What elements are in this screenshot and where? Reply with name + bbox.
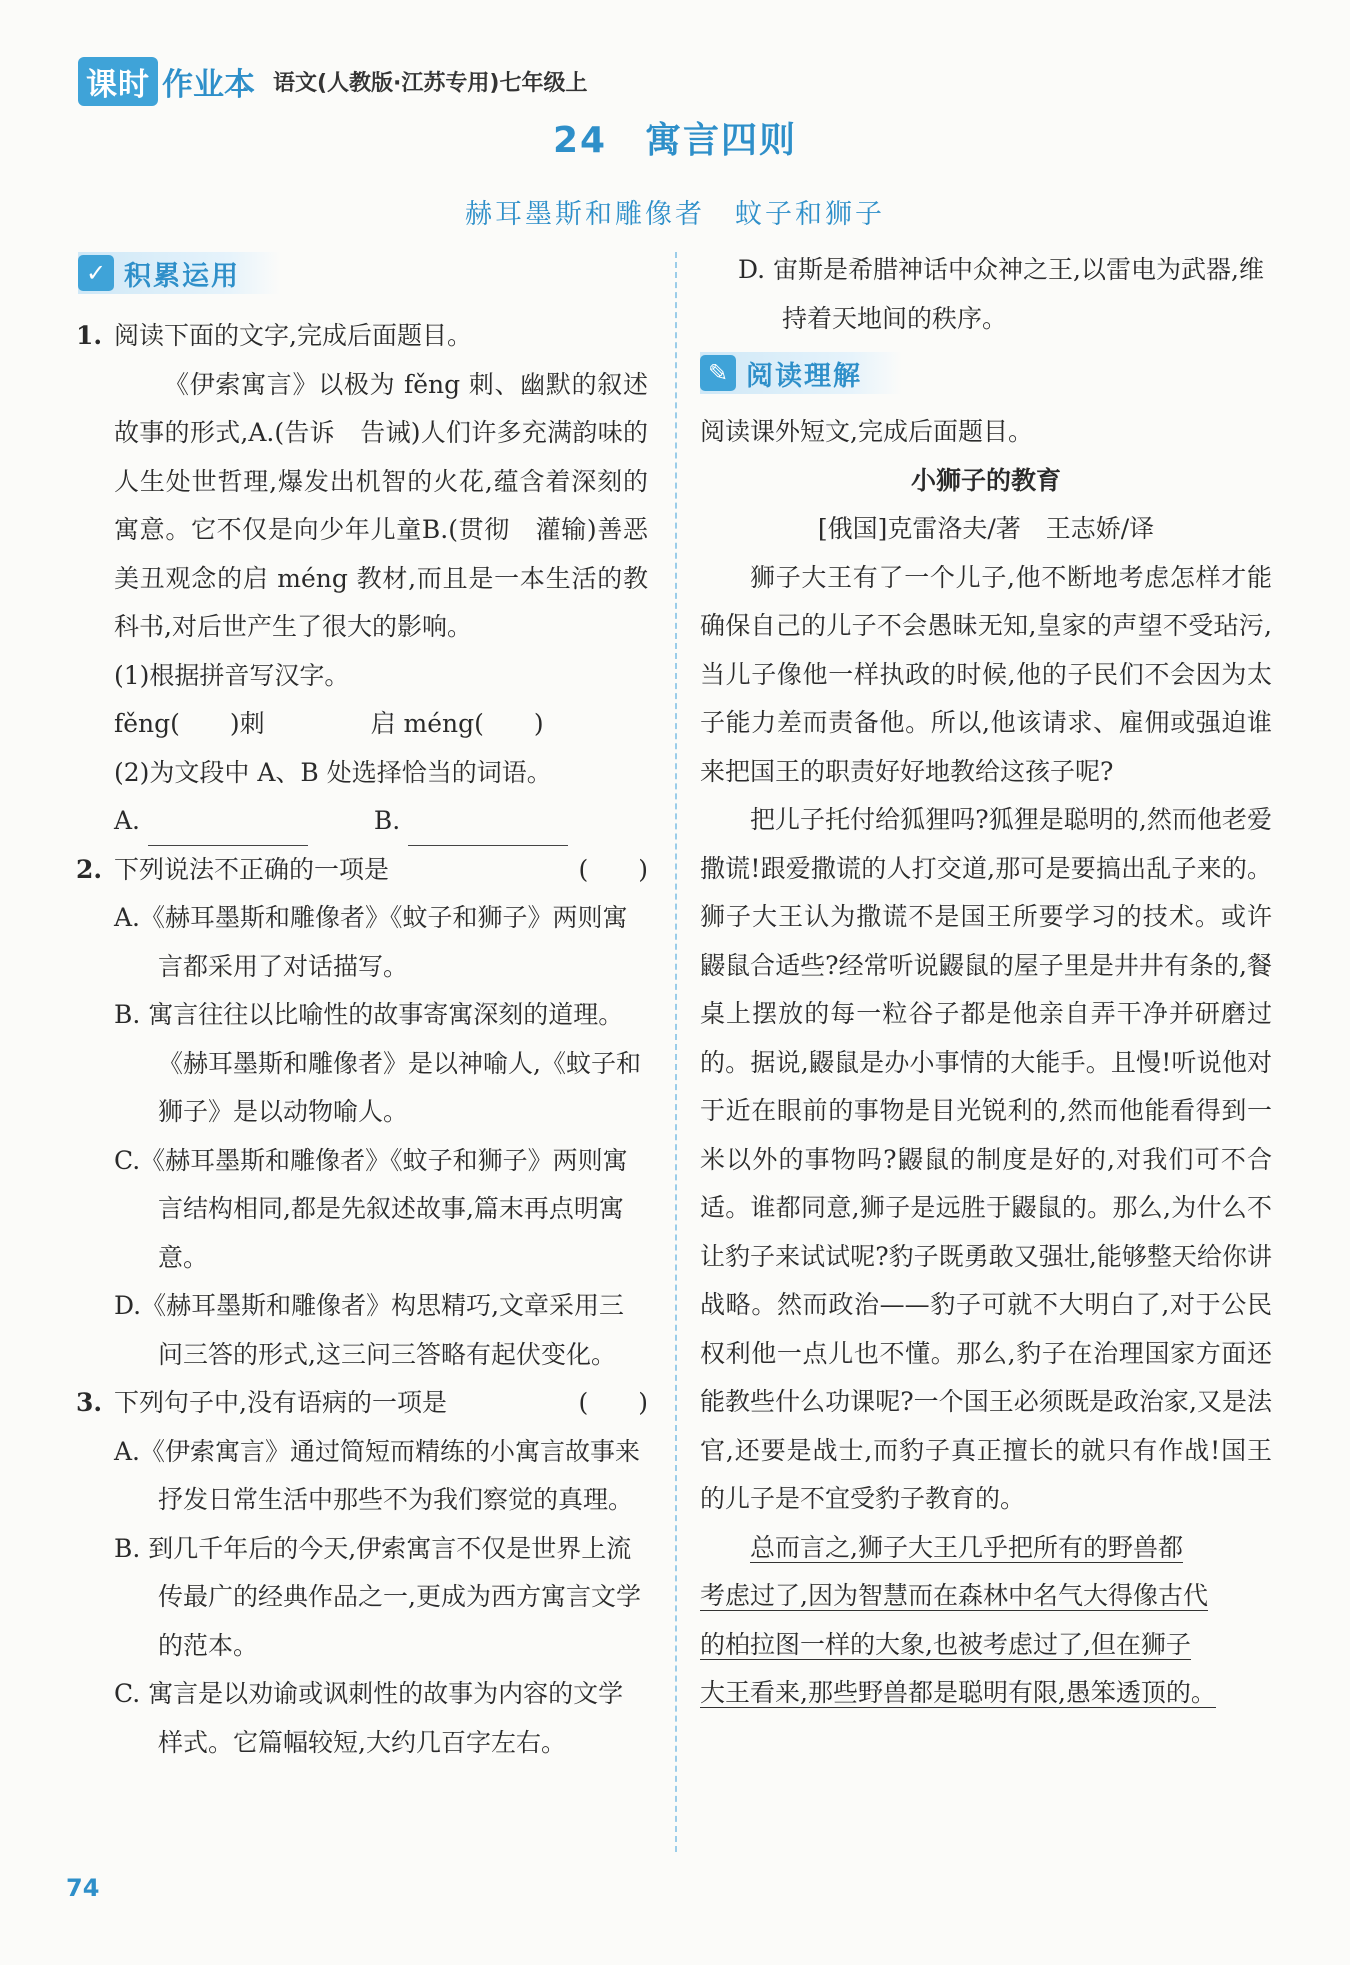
section-label: 阅读理解 <box>746 360 862 392</box>
q3-option-a: A.《伊索寓言》通过简短而精练的小寓言故事来抒发日常生活中那些不为我们察觉的真理。 <box>114 1436 641 1514</box>
brand-logo: 课时 <box>78 57 158 106</box>
q2-option-c: C.《赫耳墨斯和雕像者》《蚊子和狮子》两则寓言结构相同,都是先叙述故事,篇末再点明寓意。 <box>114 1145 628 1272</box>
section-label: 积累运用 <box>124 260 240 292</box>
answer-paren-q2[interactable]: ( ) <box>578 854 648 884</box>
answer-blank-a[interactable] <box>148 815 308 846</box>
q1-sub1-answers <box>76 700 648 749</box>
section-accumulate <box>78 252 280 294</box>
story-title: 小狮子的教育 <box>910 465 1061 495</box>
left-column <box>76 312 648 1767</box>
q1-stem: 1. 阅读下面的文字,完成后面题目。 <box>76 321 472 350</box>
q3-option-c: C. 寓言是以劝谕或讽刺性的故事为内容的文学样式。它篇幅较短,大约几百字左右。 <box>114 1679 624 1757</box>
q2-option-a: A.《赫耳墨斯和雕像者》《蚊子和狮子》两则寓言都采用了对话描写。 <box>114 903 628 981</box>
q1-sub1: (1)根据拼音写汉字。 <box>114 660 350 690</box>
q1-sub2: (2)为文段中 A、B 处选择恰当的词语。 <box>114 757 552 787</box>
q3-option-d: D. 宙斯是希腊神话中众神之王,以雷电为武器,维持着天地间的秩序。 <box>738 255 1264 333</box>
story-paragraph-2: 把儿子托付给狐狸吗?狐狸是聪明的,然而他老爱撒谎!跟爱撒谎的人打交道,那可是要搞出乱子来的。狮子大王认为撒谎不是国王所要学习的技术。或许鼹鼠合适些?经常听说鼹鼠的屋子里是井井有条的,餐桌上摆放的每一粒谷子都是他亲自弄干净并研磨过的。据说,鼹鼠是办小事情的大能手。且慢!听说他对于近在眼前的事物是目光锐利的,然而他能看得到一米以外的事物吗?鼹鼠的制度是好的,对我们可不合适。谁都同意,狮子是远胜于鼹鼠的。那么,为什么不让豹子来试试呢?豹子既勇敢又强壮,能够整天给你讲战略。然而政治——豹子可就不大明白了,对于公民权利他一点儿也不懂。那么,豹子在治理国家方面还能教些什么功课呢?一个国王必须既是政治家,又是法官,还要是战士,而豹子真正擅长的就只有作战!国王的儿子是不宜受豹子教育的。 <box>700 805 1272 1513</box>
page-number: 74 <box>66 1874 100 1902</box>
q3-option-b: B. 到几千年后的今天,伊索寓言不仅是世界上流传最广的经典作品之一,更成为西方寓言文学的范本。 <box>114 1533 641 1660</box>
right-column <box>700 246 1272 343</box>
story-author: [俄国]克雷洛夫/著 王志娇/译 <box>817 514 1155 543</box>
check-icon: ✓ <box>78 255 114 291</box>
fill-blank-meng[interactable]: 启 méng( ) <box>370 709 544 738</box>
story-paragraph-1: 狮子大王有了一个儿子,他不断地考虑怎样才能确保自己的儿子不会愚昧无知,皇家的声望不受玷污,当儿子像他一样执政的时候,他的子民们不会因为太子能力差而责备他。所以,他该请求、雇佣或强迫谁来把国王的职责好好地教给这孩子呢? <box>700 562 1272 786</box>
reading-passage <box>700 408 1272 1718</box>
q3-stem: 3. 下列句子中,没有语病的一项是 ( ) <box>76 1379 648 1428</box>
brand-name: 作业本 <box>162 66 255 103</box>
pencil-icon: ✎ <box>700 355 736 391</box>
underlined-line: 的柏拉图一样的大象,也被考虑过了,但在狮子 <box>700 1629 1191 1659</box>
answer-blank-b[interactable] <box>408 815 568 846</box>
answer-paren-q3[interactable]: ( ) <box>578 1388 648 1417</box>
column-divider <box>675 252 677 1852</box>
story-paragraph-3-underlined <box>700 1524 1272 1718</box>
book-info: 语文(人教版·江苏专用)七年级上 <box>273 70 588 96</box>
q2-option-b: B. 寓言往往以比喻性的故事寄寓深刻的道理。《赫耳墨斯和雕像者》是以神喻人,《蚊子和狮子》是以动物喻人。 <box>114 1000 641 1126</box>
underlined-line: 总而言之,狮子大王几乎把所有的野兽都 <box>750 1532 1183 1562</box>
underlined-line: 考虑过了,因为智慧而在森林中名气大得像古代 <box>700 1581 1208 1610</box>
fill-blank-feng[interactable]: fěng( )刺 <box>114 709 265 738</box>
header-brand <box>78 58 587 104</box>
section-reading <box>700 352 902 394</box>
q1-passage: 《伊索寓言》以极为 fěng 刺、幽默的叙述故事的形式,A.(告诉 告诫)人们许多充满韵味的人生处世哲理,爆发出机智的火花,蕴含着深刻的寓意。它不仅是向少年儿童B.(贯彻 灌输)善恶美丑观念的启 méng 教材,而且是一本生活的教科书,对后世产生了很大的影响。 <box>114 369 648 641</box>
lesson-title: 24 寓言四则 <box>552 120 798 161</box>
underlined-line: 大王看来,那些野兽都是聪明有限,愚笨透顶的。 <box>700 1678 1216 1707</box>
q2-option-d: D.《赫耳墨斯和雕像者》构思精巧,文章采用三问三答的形式,这三问三答略有起伏变化。 <box>114 1291 625 1369</box>
reading-intro: 阅读课外短文,完成后面题目。 <box>700 417 1033 446</box>
q1-sub2-answers: A. B. <box>76 797 648 846</box>
q2-stem: 2. 下列说法不正确的一项是 ( ) <box>76 846 648 895</box>
lesson-subtitle: 赫耳墨斯和雕像者 蚊子和狮子 <box>465 199 885 230</box>
